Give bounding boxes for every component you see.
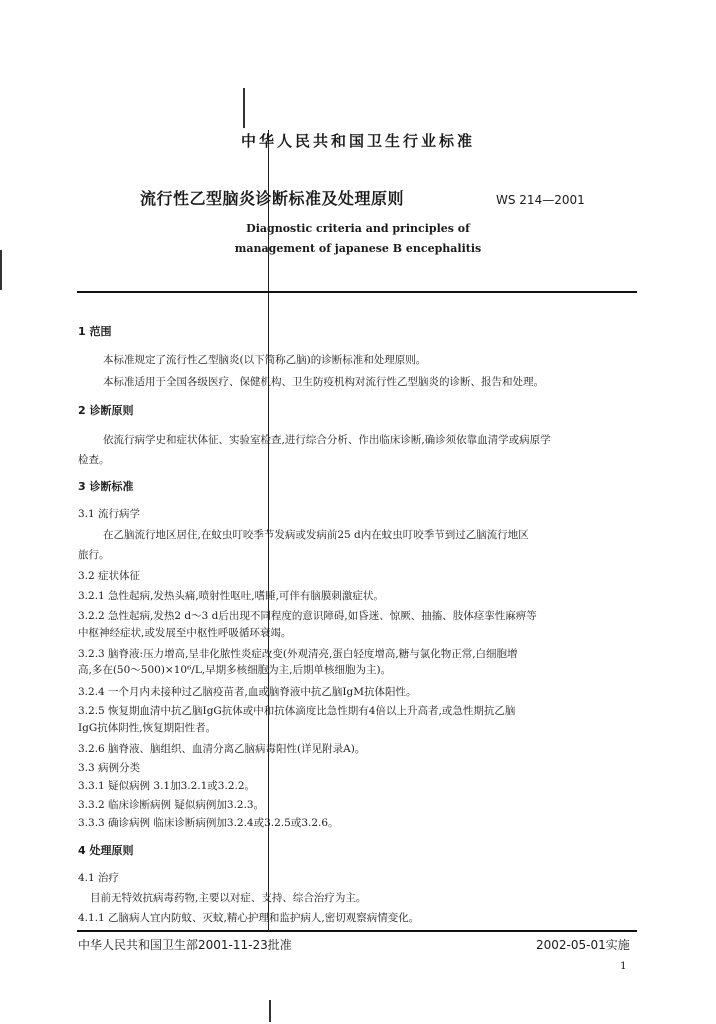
- section-4-1-paragraph: 目前无特效抗病毒药物,主要以对症、支持、综合治疗为主。: [90, 892, 367, 904]
- section-1-heading: 1 范围: [78, 325, 112, 338]
- section-3-2-heading: 3.2 症状体征: [78, 570, 141, 582]
- section-3-2-3-line-1: 3.2.3 脑脊液:压力增高,呈非化脓性炎症改变(外观清亮,蛋白轻度增高,糖与氯化物正常,白细胞增: [78, 648, 518, 660]
- section-3-3-2: 3.3.2 临床诊断病例 疑似病例加3.2.3。: [78, 799, 265, 811]
- section-3-1-line-2: 旅行。: [78, 549, 110, 561]
- page-number: 1: [620, 960, 627, 972]
- section-3-2-5-line-2: IgG抗体阴性,恢复期阳性者。: [78, 722, 217, 734]
- section-1-paragraph-1: 本标准规定了流行性乙型脑炎(以下简称乙脑)的诊断标准和处理原则。: [103, 354, 427, 366]
- section-3-2-2-line-2: 中枢神经症状,或发展至中枢性呼吸循环衰竭。: [78, 627, 292, 639]
- section-3-heading: 3 诊断标准: [78, 480, 134, 493]
- footer-divider: [77, 930, 637, 932]
- section-3-2-6: 3.2.6 脑脊液、脑组织、血清分离乙脑病毒阳性(详见附录A)。: [78, 743, 366, 755]
- header-divider: [77, 291, 637, 293]
- section-2-paragraph-line-2: 检查。: [78, 454, 110, 466]
- section-3-1-heading: 3.1 流行病学: [78, 508, 141, 520]
- effective-date: 2002-05-01实施: [536, 938, 630, 952]
- section-2-paragraph-line-1: 依流行病学史和症状体征、实验室检查,进行综合分析、作出临床诊断,确诊须依靠血清学或病原学: [103, 434, 551, 446]
- section-3-2-1: 3.2.1 急性起病,发热头痛,喷射性呕吐,嗜睡,可伴有脑膜刺激症状。: [78, 590, 384, 602]
- english-title-line2: management of japanese B encephalitis: [234, 242, 482, 255]
- section-3-2-4: 3.2.4 一个月内未接种过乙脑疫苗者,血或脑脊液中抗乙脑IgM抗体阳性。: [78, 686, 417, 698]
- standard-code: WS 214—2001: [496, 193, 585, 207]
- section-3-3-3: 3.3.3 确诊病例 临床诊断病例加3.2.4或3.2.5或3.2.6。: [78, 817, 339, 829]
- section-3-2-2-line-1: 3.2.2 急性起病,发热2 d～3 d后出现不同程度的意识障碍,如昏迷、惊厥、抽搐、肢体痉挛性麻痹等: [78, 610, 537, 622]
- english-title-line1: Diagnostic criteria and principles of: [246, 222, 470, 235]
- section-4-heading: 4 处理原则: [78, 844, 134, 857]
- section-3-3-heading: 3.3 病例分类: [78, 762, 141, 774]
- section-4-1-1: 4.1.1 乙脑病人宜内防蚊、灭蚊,精心护理和监护病人,密切观察病情变化。: [78, 912, 420, 924]
- scan-edge-mark-top: [243, 88, 245, 128]
- scan-edge-mark-bottom: [269, 1000, 271, 1022]
- ministry-standard-header: 中华人民共和国卫生行业标准: [240, 132, 475, 150]
- section-3-2-3-line-2: 高,多在(50～500)×10⁶/L,早期多核细胞为主,后期单核细胞为主)。: [78, 664, 392, 676]
- approval-date: 中华人民共和国卫生部2001-11-23批准: [78, 938, 292, 952]
- section-3-2-5-line-1: 3.2.5 恢复期血清中抗乙脑IgG抗体或中和抗体滴度比急性期有4倍以上升高者,或急性期抗乙脑: [78, 705, 516, 717]
- section-2-heading: 2 诊断原则: [78, 404, 134, 417]
- section-4-1-heading: 4.1 治疗: [78, 872, 120, 884]
- document-title: 流行性乙型脑炎诊断标准及处理原则: [140, 189, 405, 208]
- scan-edge-mark-left: [0, 250, 2, 290]
- section-3-3-1: 3.3.1 疑似病例 3.1加3.2.1或3.2.2。: [78, 780, 256, 792]
- section-1-paragraph-2: 本标准适用于全国各级医疗、保健机构、卫生防疫机构对流行性乙型脑炎的诊断、报告和处理。: [103, 376, 544, 388]
- section-3-1-line-1: 在乙脑流行地区居住,在蚊虫叮咬季节发病或发病前25 d内在蚊虫叮咬季节到过乙脑流行地区: [103, 529, 529, 541]
